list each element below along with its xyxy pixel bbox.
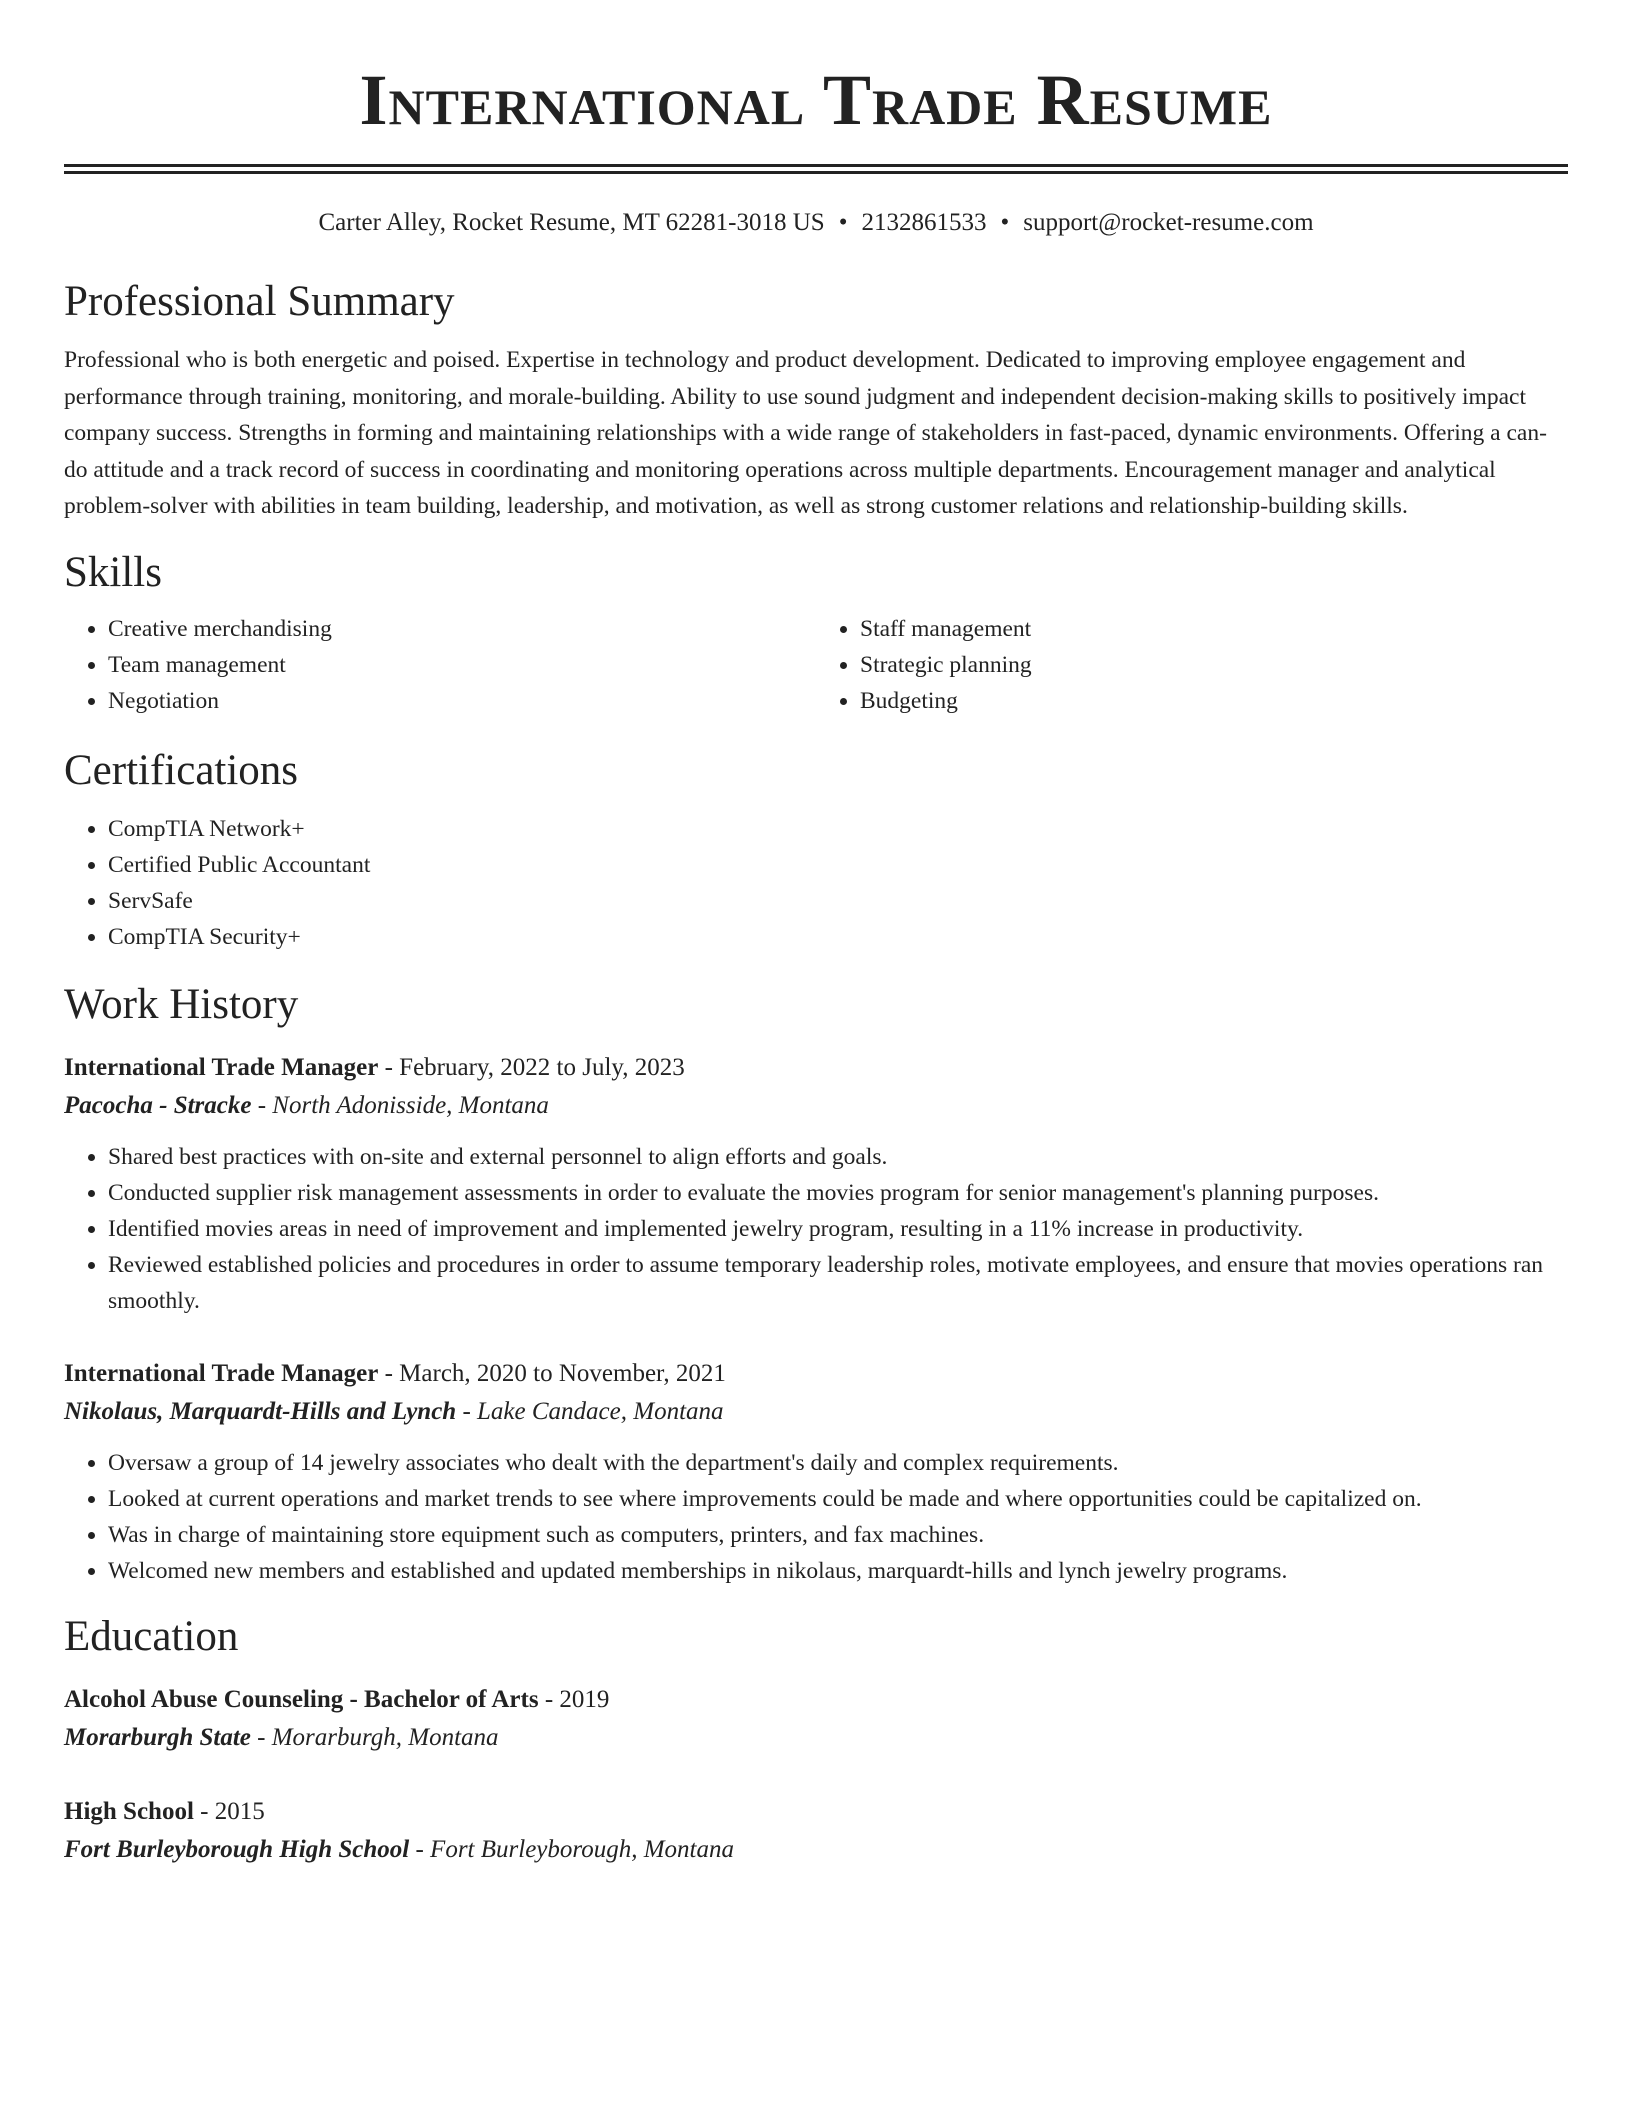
job-location: - North Adonisside, Montana [251,1091,549,1119]
section-heading: Education [64,1612,239,1660]
skills-grid [64,611,1568,719]
contact-separator: • [838,209,848,236]
certification-item: • ServSafe [108,883,1568,919]
education-school: Morarburgh State [64,1723,251,1751]
job-dates: - March, 2020 to November, 2021 [378,1359,726,1387]
certification-item: • CompTIA Security+ [108,919,1568,955]
job-company: Pacocha - Stracke [64,1091,252,1119]
education-year: - 2015 [193,1797,265,1825]
education-degree: High School [64,1797,194,1825]
skills-list-right [816,611,1568,719]
certification-item: • Certified Public Accountant [108,847,1568,883]
job-entry [64,1355,1568,1589]
job-company-line [64,1087,1568,1125]
job-duty: • Welcomed new members and established and updated memberships in nikolaus, marquardt-hills and lynch jewelry programs. [108,1553,1568,1589]
section-heading: Certifications [64,746,299,794]
job-duty: • Looked at current operations and market trends to see where improvements could be made and where opportunities could be capitalized on. [108,1481,1568,1517]
work-history-section [64,979,1568,1589]
certifications-list [64,811,1568,955]
job-entry [64,1049,1568,1319]
education-degree-line [64,1681,1568,1719]
job-location: - Lake Candace, Montana [456,1397,724,1425]
skills-list-left [64,611,816,719]
job-title-line [64,1355,1568,1393]
job-duty: • Conducted supplier risk management assessments in order to evaluate the movies program for senior management's planning purposes. [108,1175,1568,1211]
job-duty: • Reviewed established policies and procedures in order to assume temporary leadership roles, motivate employees, and ensure that movies operations ran smoothly. [108,1247,1568,1319]
job-company-line [64,1393,1568,1431]
education-year: - 2019 [538,1685,610,1713]
education-section [64,1611,1568,1869]
contact-phone: 2132861533 [861,209,987,236]
certification-item: • CompTIA Network+ [108,811,1568,847]
skill-item: • Negotiation [108,683,816,719]
education-entry [64,1681,1568,1757]
summary-text: Professional who is both energetic and poised. Expertise in technology and product development. Dedicated to improving employee engagement and performance through training, monitoring, and morale-building. Ability to use sound judgment and independent decision-making skills to positively impact company success. Strengths in forming and maintaining relationships with a wide range of stakeholders in fast-paced, dynamic environments. Offering a can-do attitude and a track record of success in coordinating and monitoring operations across multiple departments. Encouragement manager and analytical problem-solver with abilities in team building, leadership, and motivation, as well as strong customer relations and relationship-building skills. [64,347,1547,520]
professional-summary-section [64,276,1568,525]
resume-title: International Trade Resume [359,60,1273,140]
title-divider [64,164,1568,174]
job-duties-list [64,1445,1568,1589]
contact-separator: • [1000,209,1010,236]
skill-item: • Strategic planning [860,647,1568,683]
skill-item: • Budgeting [860,683,1568,719]
job-title-line [64,1049,1568,1087]
job-duty: • Identified movies areas in need of improvement and implemented jewelry program, resulting in a 11% increase in productivity. [108,1211,1568,1247]
job-company: Nikolaus, Marquardt-Hills and Lynch [64,1397,457,1425]
job-title: International Trade Manager [64,1053,379,1081]
skill-item: • Team management [108,647,816,683]
section-heading: Work History [64,980,299,1028]
contact-line [64,208,1568,238]
education-degree: Alcohol Abuse Counseling - Bachelor of Arts [64,1685,539,1713]
education-degree-line [64,1793,1568,1831]
skill-item: • Creative merchandising [108,611,816,647]
education-location: - Fort Burleyborough, Montana [409,1835,734,1863]
job-duty: • Was in charge of maintaining store equipment such as computers, printers, and fax machines. [108,1517,1568,1553]
job-dates: - February, 2022 to July, 2023 [378,1053,685,1081]
skills-section [64,547,1568,719]
job-duty: • Shared best practices with on-site and external personnel to align efforts and goals. [108,1139,1568,1175]
section-heading: Skills [64,548,162,596]
skill-item: • Staff management [860,611,1568,647]
job-title: International Trade Manager [64,1359,379,1387]
education-school-line [64,1719,1568,1757]
education-location: - Morarburgh, Montana [250,1723,499,1751]
contact-email: support@rocket-resume.com [1023,209,1314,236]
job-duty: • Oversaw a group of 14 jewelry associates who dealt with the department's daily and complex requirements. [108,1445,1568,1481]
section-heading: Professional Summary [64,278,455,325]
education-school-line [64,1831,1568,1869]
contact-address: Carter Alley, Rocket Resume, MT 62281-3018 US [318,209,825,236]
certifications-section [64,745,1568,955]
education-school: Fort Burleyborough High School [64,1835,410,1863]
job-duties-list [64,1139,1568,1319]
education-entry [64,1793,1568,1869]
